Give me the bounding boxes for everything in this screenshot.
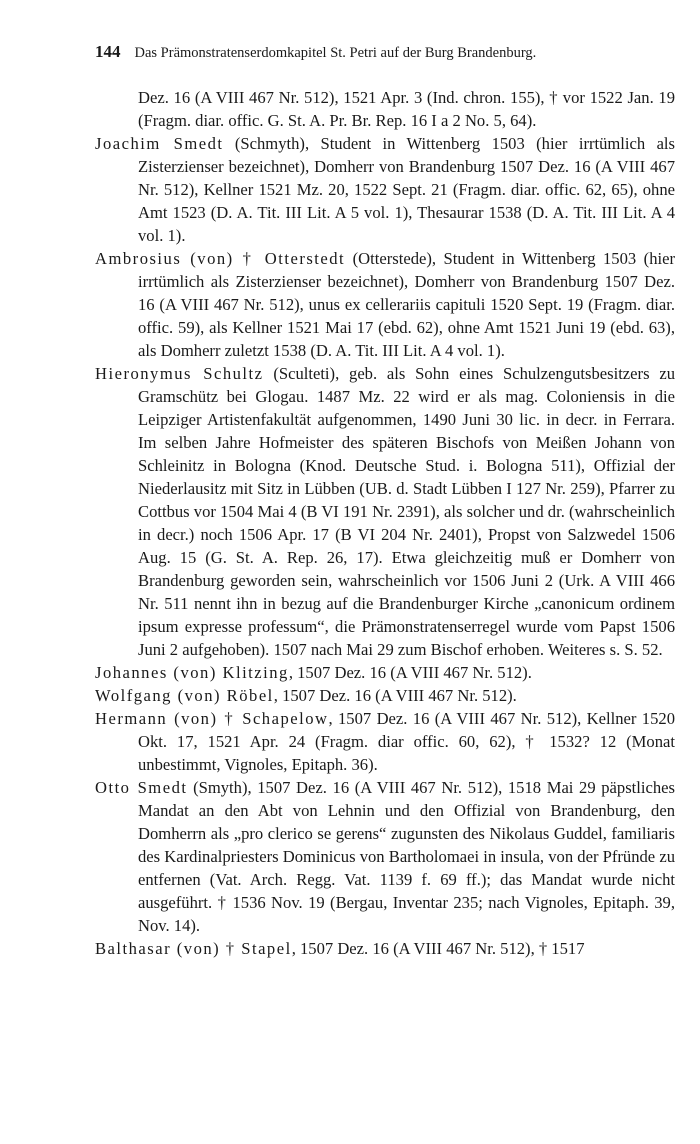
entry-continuation (95, 86, 675, 132)
entry-name: Otto Smedt (95, 778, 188, 797)
entry-name: Joachim Smedt (95, 134, 224, 153)
entry-text: , 1507 Dez. 16 (A VIII 467 Nr. 512). (288, 663, 532, 682)
entry-name: Ambrosius (von) † Otterstedt (95, 249, 346, 268)
document-page (95, 42, 675, 960)
entry-balthasar-stapel (95, 937, 675, 960)
page-number: 144 (95, 42, 121, 61)
entry-joachim-smedt (95, 132, 675, 247)
running-header (95, 42, 675, 64)
entry-text: (Smyth), 1507 Dez. 16 (A VIII 467 Nr. 512), 1518 Mai 29 päpstliches Mandat an den Abt von Lehnin und den Offizial von Brandenburg, den Domherrn als „pro clerico se gerens“ zugunsten des Nikolaus Guddel, familiaris des Kardinalpriesters Dominicus von Bartholomaei in insula, von der Pfründe zu entfernen (Vat. Arch. Regg. Vat. 1139 f. 69 ff.); das Mandat wurde nicht ausgeführt. † 1536 Nov. 19 (Bergau, Inventar 235; nach Vignoles, Epitaph. 39, Nov. 14). (138, 778, 675, 935)
entry-name: Balthasar (von) † Stapel (95, 939, 292, 958)
entry-wolfgang-roebel (95, 684, 675, 707)
entry-johannes-klitzing (95, 661, 675, 684)
entry-name: Hermann (von) † Schapelow (95, 709, 329, 728)
entry-hieronymus-schultz (95, 362, 675, 661)
entry-hermann-schapelow (95, 707, 675, 776)
entry-name: Wolfgang (von) Röbel (95, 686, 274, 705)
entry-text: (Otterstede), Student in Wittenberg 1503 (hier irrtümlich als Zisterzienser bezeichnet), Domherr von Brandenburg 1507 Dez. 16 (A VIII 467 Nr. 512), unus ex cellerariis capituli 1520 Sept. 19 (Fragm. diar. offic. 59), als Kellner 1521 Mai 17 (ebd. 62), ohne Amt 1521 Juni 19 (ebd. 63), als Domherr zuletzt 1538 (D. A. Tit. III Lit. A 4 vol. 1). (138, 249, 675, 360)
entry-name: Johannes (von) Klitzing (95, 663, 289, 682)
entry-ambrosius-otterstedt (95, 247, 675, 362)
entry-text: , 1507 Dez. 16 (A VIII 467 Nr. 512). (273, 686, 517, 705)
entry-text: , 1507 Dez. 16 (A VIII 467 Nr. 512), † 1517 (291, 939, 585, 958)
running-title: Das Prämonstratenserdomkapitel St. Petri auf der Burg Brandenburg. (134, 45, 537, 61)
entry-name: Hieronymus Schultz (95, 364, 264, 383)
entry-text: Dez. 16 (A VIII 467 Nr. 512), 1521 Apr. 3 (Ind. chron. 155), † vor 1522 Jan. 19 (Fragm. diar. offic. G. St. A. Pr. Br. Rep. 16 I a 2 No. 5, 64). (138, 88, 675, 130)
entry-otto-smedt (95, 776, 675, 937)
entry-text: , 1507 Dez. 16 (A VIII 467 Nr. 512), Kellner 1520 Okt. 17, 1521 Apr. 24 (Fragm. diar offic. 60, 62), † 1532? 12 (Monat unbestimmt, Vignoles, Epitaph. 36). (138, 709, 675, 774)
entry-text: (Sculteti), geb. als Sohn eines Schulzengutsbesitzers zu Gramschütz bei Glogau. 1487 Mz. 22 wird er als mag. Coloniensis in die Leipziger Artistenfakultät aufgenommen, 1490 Juni 30 lic. in decr. in Ferrara. Im selben Jahre Hofmeister des späteren Bischofs von Meißen Johann von Schleinitz in Bologna (Knod. Deutsche Stud. i. Bologna 511), Offizial der Niederlausitz mit Sitz in Lübben (UB. d. Stadt Lübben I 127 Nr. 259), Pfarrer zu Cottbus vor 1504 Mai 4 (B VI 191 Nr. 2391), als solcher und dr. (wahrscheinlich in decr.) noch 1506 Apr. 17 (B VI 204 Nr. 2401), Propst von Salzwedel 1506 Aug. 15 (G. St. A. Rep. 26, 17). Etwa gleichzeitig muß er Domherr von Brandenburg geworden sein, wahrscheinlich vor 1506 Juni 2 (Urk. A VIII 466 Nr. 511 nennt ihn in bezug auf die Brandenburger Kirche „canonicum ordinem ipsum expresse professum“, die Prämonstratenserregel wurde vom Papst 1506 Juni 2 aufgehoben). 1507 nach Mai 29 zum Bischof erhoben. Weiteres s. S. 52. (138, 364, 675, 659)
entry-text: (Schmyth), Student in Wittenberg 1503 (hier irrtümlich als Zisterzienser bezeichnet), Domherr von Brandenburg 1507 Dez. 16 (A VIII 467 Nr. 512), Kellner 1521 Mz. 20, 1522 Sept. 21 (Fragm. diar. offic. 62, 65), ohne Amt 1523 (D. A. Tit. III Lit. A 5 vol. 1), Thesaurar 1538 (D. A. Tit. III Lit. A 4 vol. 1). (138, 134, 676, 245)
